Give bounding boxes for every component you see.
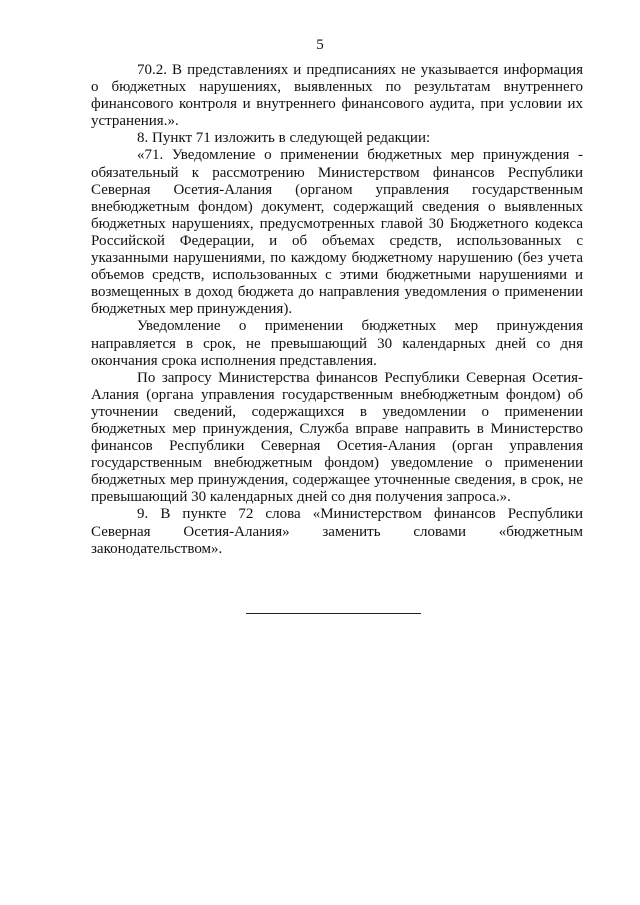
paragraph-71-definition: «71. Уведомление о применении бюджетных мер принуждения - обязательный к рассмотрению Министерством финансов Республики Северная Осетия-Алания (органом управления государственным внебюджетным фондом) документ, содержащий сведения о выявленных бюджетных нарушениях, предусмотренных главой 30 Бюджетного кодекса Российской Федерации, и об объемах средств, использованных с указанными нарушениями, по каждому бюджетному нарушению (без учета объемов средств, использованных с этими бюджетными нарушениями и возмещенных в доход бюджета до направления уведомления о применении бюджетных мер принуждения). <box>91 147 583 318</box>
paragraph-71-request: По запросу Министерства финансов Республики Северная Осетия-Алания (органа управления государственным внебюджетным фондом) об уточнении сведений, содержащихся в уведомлении о применении бюджетных мер принуждения, Служба вправе направить в Министерство финансов Республики Северная Осетия-Алания (орган управления государственным внебюджетным фондом) уведомление о применении бюджетных мер принуждения, содержащее уточненные сведения, в срок, не превышающий 30 календарных дней со дня получения запроса.». <box>91 369 583 506</box>
paragraph-item-8: 8. Пункт 71 изложить в следующей редакции: <box>137 130 431 147</box>
closing-separator-line <box>246 613 421 614</box>
paragraph-71-deadline: Уведомление о применении бюджетных мер принуждения направляется в срок, не превышающий 30 календарных дней со дня окончания срока исполнения представления. <box>91 318 583 369</box>
document-body <box>91 62 583 558</box>
paragraph-item-9: 9. В пункте 72 слова «Министерством финансов Республики Северная Осетия-Алания» заменить словами «бюджетным законодательством». <box>91 506 583 557</box>
page-number: 5 <box>316 37 324 53</box>
paragraph-70-2: 70.2. В представлениях и предписаниях не указывается информация о бюджетных нарушениях, выявленных по результатам внутреннего финансового контроля и внутреннего финансового аудита, при условии их устранения.». <box>91 62 583 130</box>
